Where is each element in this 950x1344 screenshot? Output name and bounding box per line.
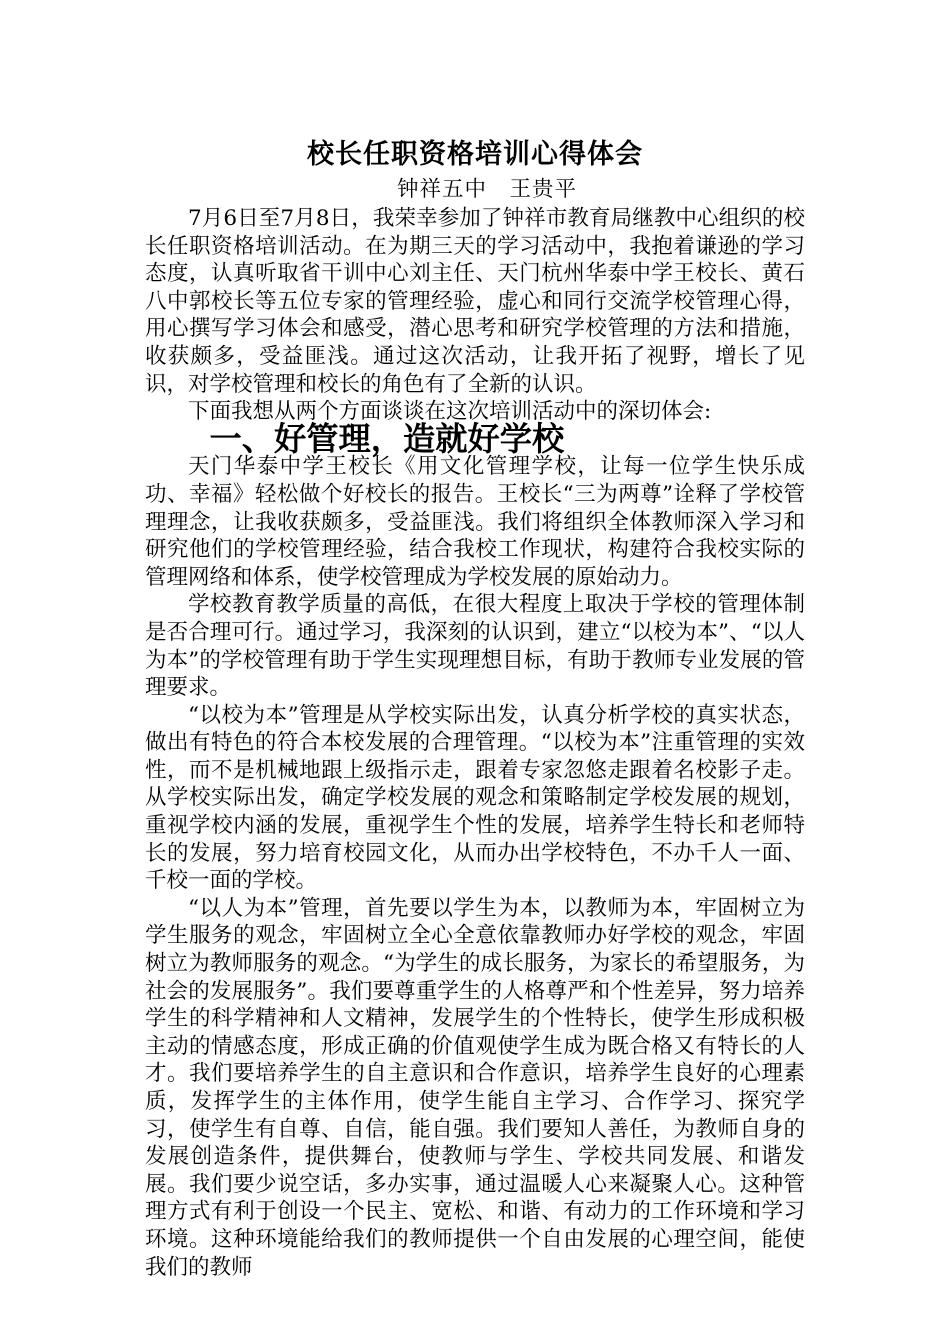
document-author: 钟祥五中 王贵平 <box>396 177 577 202</box>
document-body <box>145 125 805 1281</box>
intro-paragraph: 7月6日至7月8日，我荣幸参加了钟祥市教育局继教中心组织的校长任职资格培训活动。在为期三天的学习活动中，我抱着谦逊的学习态度，认真听取省干训中心刘主任、天门杭州华泰中学王校长、黄石八中郭校长等五位专家的管理经验，虚心和同行交流学校管理心得，用心撰写学习体会和感受，潜心思考和研究学校管理的方法和措施，收获颇多，受益匪浅。通过这次活动，让我开拓了视野，增长了见识，对学校管理和校长的角色有了全新的认识。 <box>145 206 805 397</box>
transition-paragraph: 下面我想从两个方面谈谈在这次培训活动中的深切体会: <box>188 399 712 425</box>
body-paragraph: 天门华泰中学王校长《用文化管理学校，让每一位学生快乐成功、幸福》轻松做个好校长的报告。王校长“三为两尊”诠释了学校管理理念，让我收获颇多，受益匪浅。我们将组织全体教师深入学习和研究他们的学校管理经验，结合我校工作现状，构建符合我校实际的管理网络和体系，使学校管理成为学校发展的原始动力。 <box>145 454 805 590</box>
body-paragraph: “以校为本”管理是从学校实际出发，认真分析学校的真实状态，做出有特色的符合本校发展的合理管理。“以校为本”注重管理的实效性，而不是机械地跟上级指示走，跟着专家忽悠走跟着名校影子走。从学校实际出发，确定学校发展的观念和策略制定学校发展的规划，重视学校内涵的发展，重视学生个性的发展，培养学生特长和老师特长的发展，努力培育校园文化，从而办出学校特色，不办千人一面、千校一面的学校。 <box>145 702 805 894</box>
document-title: 校长任职资格培训心得体会 <box>307 139 643 170</box>
section-heading: 一、好管理，造就好学校 <box>209 419 565 458</box>
body-paragraph: “以人为本”管理，首先要以学生为本，以教师为本，牢固树立为学生服务的观念，牢固树立全心全意依靠教师办好学校的观念，牢固树立为教师服务的观念。“为学生的成长服务，为家长的希望服务，为社会的发展服务”。我们要尊重学生的人格尊严和个性差异，努力培养学生的科学精神和人文精神，发展学生的个性特长，使学生形成积极主动的情感态度，形成正确的价值观使学生成为既合格又有特长的人才。我们要培养学生的自主意识和合作意识，培养学生良好的心理素质，发挥学生的主体作用，使学生能自主学习、合作学习、探究学习，使学生有自尊、自信，能自强。我们要知人善任，为教师自身的发展创造条件，提供舞台，使教师与学生、学校共同发展、和谐发展。我们要少说空话，多办实事，通过温暖人心来凝聚人心。这种管理方式有利于创设一个民主、宽松、和谐、有动力的工作环境和学习环境。这种环境能给我们的教师提供一个自由发展的心理空间，能使我们的教师 <box>145 895 805 1280</box>
body-paragraph: 学校教育教学质量的高低，在很大程度上取决于学校的管理体制是否合理可行。通过学习，我深刻的认识到，建立“以校为本”、“以人为本”的学校管理有助于学生实现理想目标，有助于教师专业发展的管理要求。 <box>145 592 805 701</box>
